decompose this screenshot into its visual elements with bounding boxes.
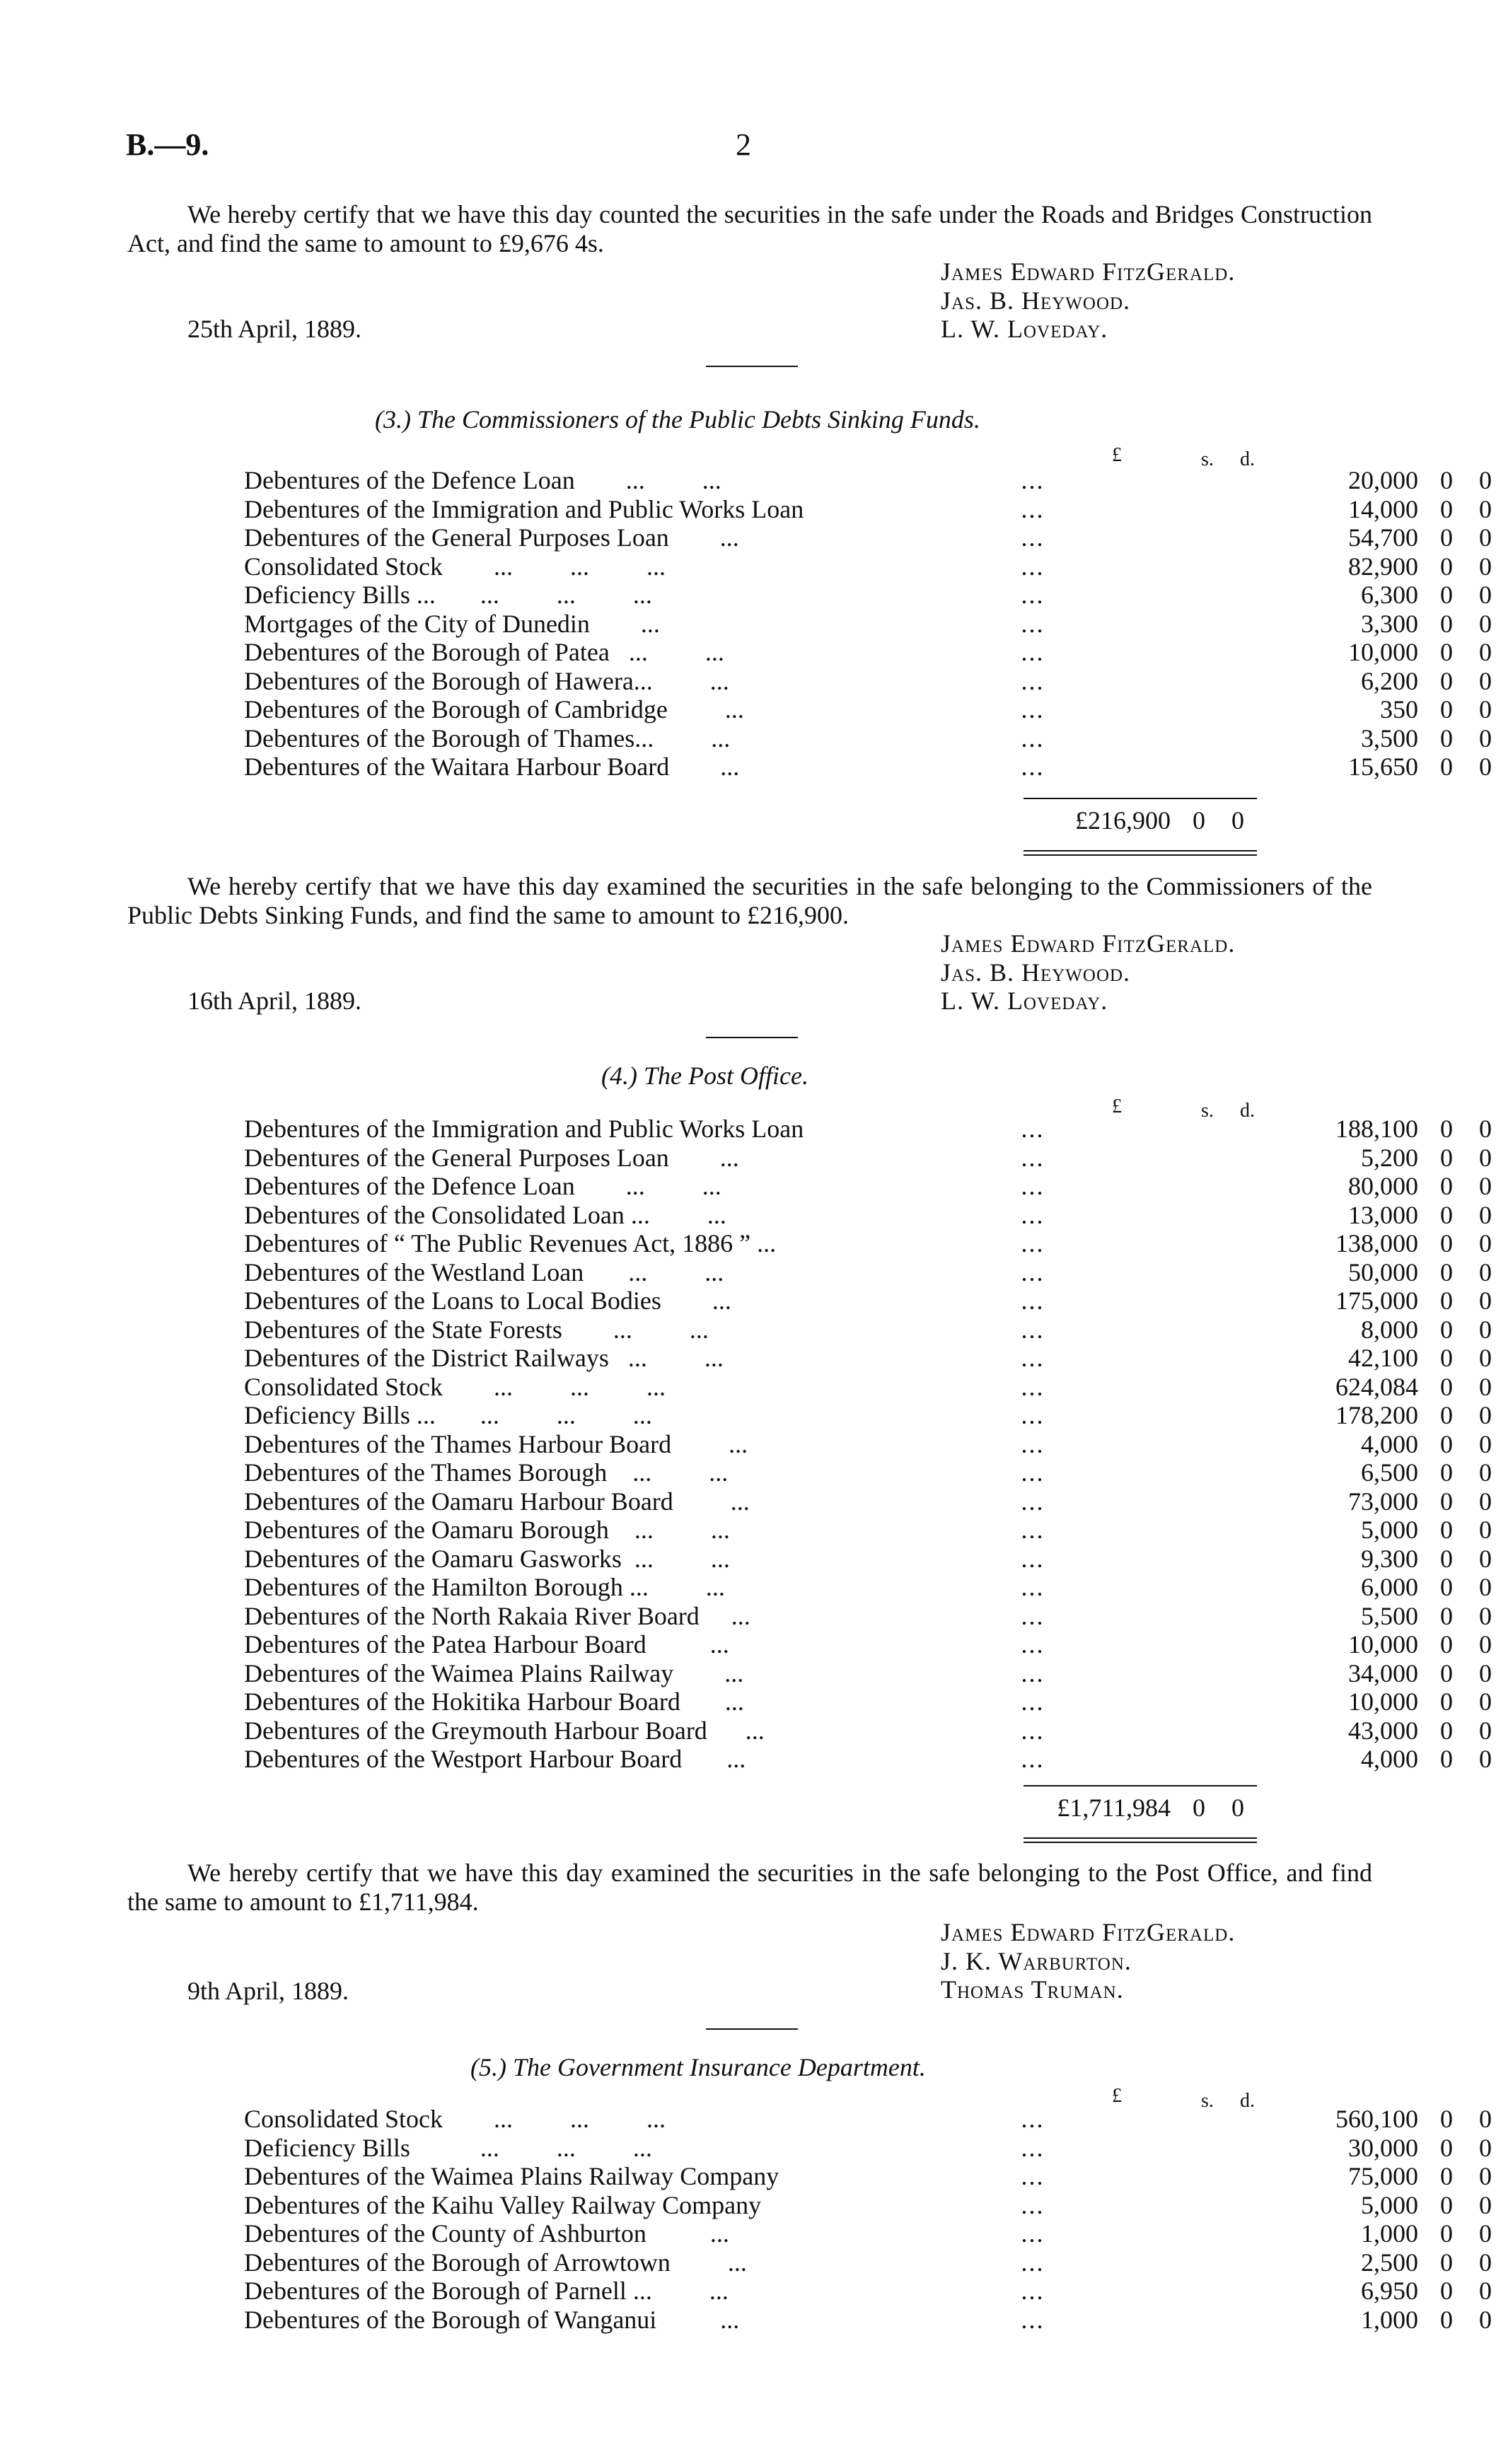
section-title-4: (4.) The Post Office. (601, 1062, 808, 1090)
amount-pence: 0 (1479, 2105, 1492, 2133)
amount-shillings: 0 (1440, 1115, 1453, 1143)
amount-pence: 0 (1479, 1229, 1492, 1257)
amount-pounds: 3,300 (1361, 609, 1418, 638)
security-description: Debentures of the Defence Loan ... ... (244, 466, 721, 494)
amount-shillings: 0 (1440, 2190, 1453, 2219)
amount-shillings: 0 (1440, 466, 1453, 494)
amount-pounds: 350 (1380, 695, 1418, 723)
security-description: Debentures of the Westland Loan ... ... (244, 1257, 724, 1286)
leader-dots: ... (1021, 1257, 1045, 1286)
amount-pounds: 43,000 (1348, 1716, 1418, 1745)
certificate-date-3: 9th April, 1889. (187, 1977, 349, 2005)
security-description: Debentures of the Kaihu Valley Railway Company (244, 2190, 762, 2219)
amount-pounds: 138,000 (1335, 1229, 1418, 1257)
amount-pounds: 30,000 (1348, 2133, 1418, 2162)
security-description: Deficiency Bills ... ... ... ... (244, 581, 652, 609)
amount-pounds: 178,200 (1335, 1401, 1418, 1429)
signatory: James Edward FitzGerald. (941, 929, 1236, 958)
security-description: Debentures of the Oamaru Harbour Board ... (244, 1487, 750, 1516)
security-description: Debentures of the Borough of Parnell ... ... (244, 2277, 729, 2305)
certificate-text: We hereby certify that we have this day examined the securities in the safe belonging to the Commissioners of the Public Debts Sinking Funds, and find the same to amount to £216,900. (127, 872, 1372, 929)
amount-pence: 0 (1479, 1630, 1492, 1658)
security-description: Debentures of the Defence Loan ... ... (244, 1172, 721, 1200)
amount-shillings: 0 (1440, 1172, 1453, 1200)
leader-dots: ... (1021, 1143, 1045, 1172)
amount-pence: 0 (1479, 552, 1492, 581)
security-description: Consolidated Stock ... ... ... (244, 2105, 666, 2133)
security-description: Debentures of the Borough of Thames... ... (244, 723, 731, 752)
leader-dots: ... (1021, 1745, 1045, 1773)
leader-dots: ... (1021, 523, 1045, 552)
amount-pounds: 8,000 (1361, 1315, 1418, 1344)
total-rule (1024, 798, 1257, 799)
security-description: Debentures of the Westport Harbour Board ... (244, 1745, 746, 1773)
amount-pounds: 5,000 (1361, 1516, 1418, 1544)
leader-dots: ... (1021, 1429, 1045, 1458)
security-description: Debentures of the Borough of Cambridge ... (244, 695, 744, 723)
signatory: James Edward FitzGerald. (941, 257, 1236, 286)
amount-pence: 0 (1479, 2162, 1492, 2190)
amount-shillings: 0 (1440, 1200, 1453, 1229)
security-description: Debentures of the Borough of Hawera... ... (244, 666, 729, 695)
amount-shillings: 0 (1440, 2105, 1453, 2133)
leader-dots: ... (1021, 2190, 1045, 2219)
amount-shillings: 0 (1440, 1143, 1453, 1172)
security-description: Debentures of the Immigration and Public Works Loan (244, 1115, 804, 1143)
amount-shillings: 0 (1440, 2162, 1453, 2190)
security-description: Debentures of the Waimea Plains Railway ... (244, 1658, 744, 1687)
amount-pence: 0 (1479, 1716, 1492, 1745)
signatory: Jas. B. Heywood. (941, 958, 1131, 987)
security-description: Debentures of the General Purposes Loan ... (244, 523, 739, 552)
security-description: Debentures of the Hokitika Harbour Board ... (244, 1687, 744, 1716)
amount-pence: 0 (1479, 1172, 1492, 1200)
document-code: B.—9. (126, 127, 209, 162)
amount-pence: 0 (1479, 2277, 1492, 2305)
amount-pence: 0 (1479, 1286, 1492, 1315)
column-header-pounds: £ (1112, 1096, 1122, 1117)
leader-dots: ... (1021, 2105, 1045, 2133)
amount-pence: 0 (1479, 1745, 1492, 1773)
amount-pounds: 188,100 (1335, 1115, 1418, 1143)
leader-dots: ... (1021, 1687, 1045, 1716)
signatory: Thomas Truman. (941, 1975, 1124, 2004)
amount-pounds: 175,000 (1335, 1286, 1418, 1315)
total-shillings: 0 (1193, 1794, 1205, 1822)
column-header-shillings: s. (1201, 1100, 1214, 1122)
leader-dots: ... (1021, 552, 1045, 581)
section-title-3: (3.) The Commissioners of the Public Debts Sinking Funds. (375, 405, 980, 434)
amount-shillings: 0 (1440, 494, 1453, 523)
signatory: J. K. Warburton. (941, 1946, 1132, 1975)
amount-pence: 0 (1479, 752, 1492, 781)
amount-shillings: 0 (1440, 1401, 1453, 1429)
amount-pence: 0 (1479, 1115, 1492, 1143)
amount-pounds: 82,900 (1348, 552, 1418, 581)
leader-dots: ... (1021, 1716, 1045, 1745)
leader-dots: ... (1021, 466, 1045, 494)
total-rule (1024, 1785, 1257, 1786)
amount-pence: 0 (1479, 1544, 1492, 1573)
leader-dots: ... (1021, 1487, 1045, 1516)
amount-pounds: 14,000 (1348, 494, 1418, 523)
leader-dots: ... (1021, 638, 1045, 666)
leader-dots: ... (1021, 1573, 1045, 1601)
leader-dots: ... (1021, 1172, 1045, 1200)
amount-pence: 0 (1479, 1516, 1492, 1544)
signatory: L. W. Loveday. (941, 987, 1108, 1015)
section-divider (706, 1037, 798, 1038)
leader-dots: ... (1021, 1601, 1045, 1630)
amount-pounds: 6,950 (1361, 2277, 1418, 2305)
amount-shillings: 0 (1440, 1315, 1453, 1344)
amount-pence: 0 (1479, 2190, 1492, 2219)
leader-dots: ... (1021, 666, 1045, 695)
security-description: Debentures of the Waitara Harbour Board ... (244, 752, 740, 781)
leader-dots: ... (1021, 1115, 1045, 1143)
amount-pence: 0 (1479, 1573, 1492, 1601)
amount-pounds: 42,100 (1348, 1344, 1418, 1372)
amount-pence: 0 (1479, 1429, 1492, 1458)
leader-dots: ... (1021, 1630, 1045, 1658)
amount-shillings: 0 (1440, 1630, 1453, 1658)
amount-pence: 0 (1479, 1315, 1492, 1344)
amount-pence: 0 (1479, 2133, 1492, 2162)
signatory: James Edward FitzGerald. (941, 1918, 1236, 1946)
amount-pence: 0 (1479, 2219, 1492, 2248)
total-pounds: £216,900 (1075, 806, 1171, 835)
amount-pounds: 6,000 (1361, 1573, 1418, 1601)
security-description: Deficiency Bills ... ... ... (244, 2133, 652, 2162)
column-header-pounds: £ (1112, 2085, 1122, 2107)
security-description: Mortgages of the City of Dunedin ... (244, 609, 660, 638)
amount-pounds: 50,000 (1348, 1257, 1418, 1286)
security-description: Debentures of the General Purposes Loan ... (244, 1143, 739, 1172)
amount-pence: 0 (1479, 466, 1492, 494)
amount-pence: 0 (1479, 1257, 1492, 1286)
leader-dots: ... (1021, 1544, 1045, 1573)
amount-shillings: 0 (1440, 723, 1453, 752)
amount-shillings: 0 (1440, 638, 1453, 666)
amount-pounds: 34,000 (1348, 1658, 1418, 1687)
security-description: Consolidated Stock ... ... ... (244, 1372, 666, 1401)
leader-dots: ... (1021, 609, 1045, 638)
leader-dots: ... (1021, 581, 1045, 609)
security-description: Debentures of the Borough of Wanganui ... (244, 2305, 740, 2334)
security-description: Deficiency Bills ... ... ... ... (244, 1401, 652, 1429)
amount-pence: 0 (1479, 695, 1492, 723)
security-description: Debentures of the Thames Borough ... ... (244, 1458, 729, 1487)
amount-shillings: 0 (1440, 1573, 1453, 1601)
leader-dots: ... (1021, 1372, 1045, 1401)
amount-pounds: 5,500 (1361, 1601, 1418, 1630)
amount-pence: 0 (1479, 723, 1492, 752)
amount-shillings: 0 (1440, 2133, 1453, 2162)
amount-shillings: 0 (1440, 1687, 1453, 1716)
amount-pounds: 4,000 (1361, 1429, 1418, 1458)
amount-pence: 0 (1479, 1200, 1492, 1229)
amount-shillings: 0 (1440, 1716, 1453, 1745)
amount-shillings: 0 (1440, 523, 1453, 552)
amount-shillings: 0 (1440, 1745, 1453, 1773)
amount-pence: 0 (1479, 1658, 1492, 1687)
leader-dots: ... (1021, 2248, 1045, 2277)
signatory: L. W. Loveday. (941, 315, 1108, 343)
security-description: Debentures of the North Rakaia River Board ... (244, 1601, 750, 1630)
amount-pounds: 15,650 (1348, 752, 1418, 781)
amount-pounds: 73,000 (1348, 1487, 1418, 1516)
security-description: Consolidated Stock ... ... ... (244, 552, 666, 581)
amount-pence: 0 (1479, 494, 1492, 523)
section-divider (706, 366, 798, 367)
amount-pence: 0 (1479, 2248, 1492, 2277)
amount-shillings: 0 (1440, 1257, 1453, 1286)
security-description: Debentures of “ The Public Revenues Act, 1886 ” ... (244, 1229, 777, 1257)
total-pounds: £1,711,984 (1057, 1794, 1171, 1822)
amount-pounds: 624,084 (1335, 1372, 1418, 1401)
amount-shillings: 0 (1440, 1286, 1453, 1315)
security-description: Debentures of the Waimea Plains Railway Company (244, 2162, 779, 2190)
leader-dots: ... (1021, 2133, 1045, 2162)
total-pence: 0 (1231, 806, 1244, 835)
amount-pence: 0 (1479, 638, 1492, 666)
amount-shillings: 0 (1440, 581, 1453, 609)
amount-shillings: 0 (1440, 1601, 1453, 1630)
security-description: Debentures of the Borough of Arrowtown ... (244, 2248, 747, 2277)
signatories-1 (941, 257, 1235, 344)
amount-pounds: 6,300 (1361, 581, 1418, 609)
amount-pence: 0 (1479, 609, 1492, 638)
amount-pence: 0 (1479, 1458, 1492, 1487)
amount-shillings: 0 (1440, 2219, 1453, 2248)
column-header-pence: d. (1240, 1100, 1255, 1122)
total-shillings: 0 (1193, 806, 1205, 835)
amount-pounds: 1,000 (1361, 2219, 1418, 2248)
certificate-paragraph-2 (127, 872, 1372, 929)
leader-dots: ... (1021, 2305, 1045, 2334)
amount-pounds: 10,000 (1348, 1687, 1418, 1716)
leader-dots: ... (1021, 695, 1045, 723)
amount-pounds: 80,000 (1348, 1172, 1418, 1200)
security-description: Debentures of the Loans to Local Bodies ... (244, 1286, 731, 1315)
amount-shillings: 0 (1440, 1344, 1453, 1372)
amount-pounds: 3,500 (1361, 723, 1418, 752)
security-description: Debentures of the Hamilton Borough ... ... (244, 1573, 725, 1601)
leader-dots: ... (1021, 1458, 1045, 1487)
amount-pounds: 4,000 (1361, 1745, 1418, 1773)
amount-shillings: 0 (1440, 1458, 1453, 1487)
amount-pounds: 5,000 (1361, 2190, 1418, 2219)
amount-pence: 0 (1479, 666, 1492, 695)
amount-shillings: 0 (1440, 1372, 1453, 1401)
amount-pounds: 54,700 (1348, 523, 1418, 552)
security-description: Debentures of the Oamaru Borough ... ... (244, 1516, 730, 1544)
amount-pence: 0 (1479, 523, 1492, 552)
certificate-text: We hereby certify that we have this day examined the securities in the safe belonging to the Post Office, and find the same to amount to £1,711,984. (127, 1859, 1372, 1916)
security-description: Debentures of the County of Ashburton ... (244, 2219, 729, 2248)
double-rule (1024, 850, 1257, 856)
leader-dots: ... (1021, 494, 1045, 523)
amount-pounds: 2,500 (1361, 2248, 1418, 2277)
security-description: Debentures of the Oamaru Gasworks ... ... (244, 1544, 730, 1573)
amount-shillings: 0 (1440, 752, 1453, 781)
signatories-3 (941, 1918, 1235, 2004)
leader-dots: ... (1021, 1286, 1045, 1315)
amount-pence: 0 (1479, 1401, 1492, 1429)
amount-shillings: 0 (1440, 2277, 1453, 2305)
section-divider (706, 2028, 798, 2030)
certificate-date-1: 25th April, 1889. (187, 315, 362, 343)
double-rule (1024, 1837, 1257, 1843)
certificate-date-2: 16th April, 1889. (187, 987, 362, 1015)
leader-dots: ... (1021, 2219, 1045, 2248)
amount-shillings: 0 (1440, 2305, 1453, 2334)
amount-shillings: 0 (1440, 1658, 1453, 1687)
certificate-text: We hereby certify that we have this day counted the securities in the safe under the Roads and Bridges Construction Act, and find the same to amount to £9,676 4s. (127, 200, 1372, 257)
certificate-paragraph-1 (127, 200, 1372, 257)
signatory: Jas. B. Heywood. (941, 286, 1131, 315)
amount-pence: 0 (1479, 1687, 1492, 1716)
amount-pence: 0 (1479, 1487, 1492, 1516)
amount-pounds: 20,000 (1348, 466, 1418, 494)
amount-pounds: 5,200 (1361, 1143, 1418, 1172)
column-header-shillings: s. (1201, 448, 1214, 470)
leader-dots: ... (1021, 1401, 1045, 1429)
security-description: Debentures of the District Railways ... ... (244, 1344, 724, 1372)
security-description: Debentures of the Patea Harbour Board ... (244, 1630, 729, 1658)
security-description: Debentures of the Borough of Patea ... ... (244, 638, 724, 666)
amount-pounds: 560,100 (1335, 2105, 1418, 2133)
amount-shillings: 0 (1440, 1487, 1453, 1516)
section-title-5: (5.) The Government Insurance Department. (470, 2053, 926, 2081)
leader-dots: ... (1021, 1658, 1045, 1687)
amount-pence: 0 (1479, 1143, 1492, 1172)
security-description: Debentures of the Thames Harbour Board ... (244, 1429, 748, 1458)
leader-dots: ... (1021, 1344, 1045, 1372)
security-description: Debentures of the State Forests ... ... (244, 1315, 709, 1344)
amount-shillings: 0 (1440, 552, 1453, 581)
amount-pounds: 1,000 (1361, 2305, 1418, 2334)
leader-dots: ... (1021, 1516, 1045, 1544)
column-header-shillings: s. (1201, 2090, 1214, 2112)
security-description: Debentures of the Immigration and Public Works Loan (244, 494, 804, 523)
page-number: 2 (736, 127, 751, 162)
amount-pounds: 9,300 (1361, 1544, 1418, 1573)
amount-pounds: 10,000 (1348, 1630, 1418, 1658)
security-description: Debentures of the Greymouth Harbour Board ... (244, 1716, 765, 1745)
amount-pounds: 6,200 (1361, 666, 1418, 695)
amount-pence: 0 (1479, 1344, 1492, 1372)
amount-shillings: 0 (1440, 1544, 1453, 1573)
leader-dots: ... (1021, 1229, 1045, 1257)
amount-shillings: 0 (1440, 1516, 1453, 1544)
amount-shillings: 0 (1440, 2248, 1453, 2277)
column-header-pence: d. (1240, 448, 1255, 470)
column-header-pounds: £ (1112, 444, 1122, 466)
amount-pence: 0 (1479, 1372, 1492, 1401)
amount-shillings: 0 (1440, 695, 1453, 723)
security-description: Debentures of the Consolidated Loan ... ... (244, 1200, 726, 1229)
leader-dots: ... (1021, 752, 1045, 781)
amount-pounds: 13,000 (1348, 1200, 1418, 1229)
column-header-pence: d. (1240, 2090, 1255, 2112)
amount-pounds: 75,000 (1348, 2162, 1418, 2190)
amount-shillings: 0 (1440, 1229, 1453, 1257)
signatories-2 (941, 929, 1235, 1016)
amount-pounds: 10,000 (1348, 638, 1418, 666)
leader-dots: ... (1021, 723, 1045, 752)
amount-pounds: 6,500 (1361, 1458, 1418, 1487)
leader-dots: ... (1021, 2277, 1045, 2305)
leader-dots: ... (1021, 2162, 1045, 2190)
amount-pence: 0 (1479, 1601, 1492, 1630)
amount-shillings: 0 (1440, 609, 1453, 638)
total-pence: 0 (1231, 1794, 1244, 1822)
certificate-paragraph-3 (127, 1859, 1372, 1916)
leader-dots: ... (1021, 1200, 1045, 1229)
leader-dots: ... (1021, 1315, 1045, 1344)
amount-pence: 0 (1479, 2305, 1492, 2334)
amount-pence: 0 (1479, 581, 1492, 609)
amount-shillings: 0 (1440, 1429, 1453, 1458)
amount-shillings: 0 (1440, 666, 1453, 695)
